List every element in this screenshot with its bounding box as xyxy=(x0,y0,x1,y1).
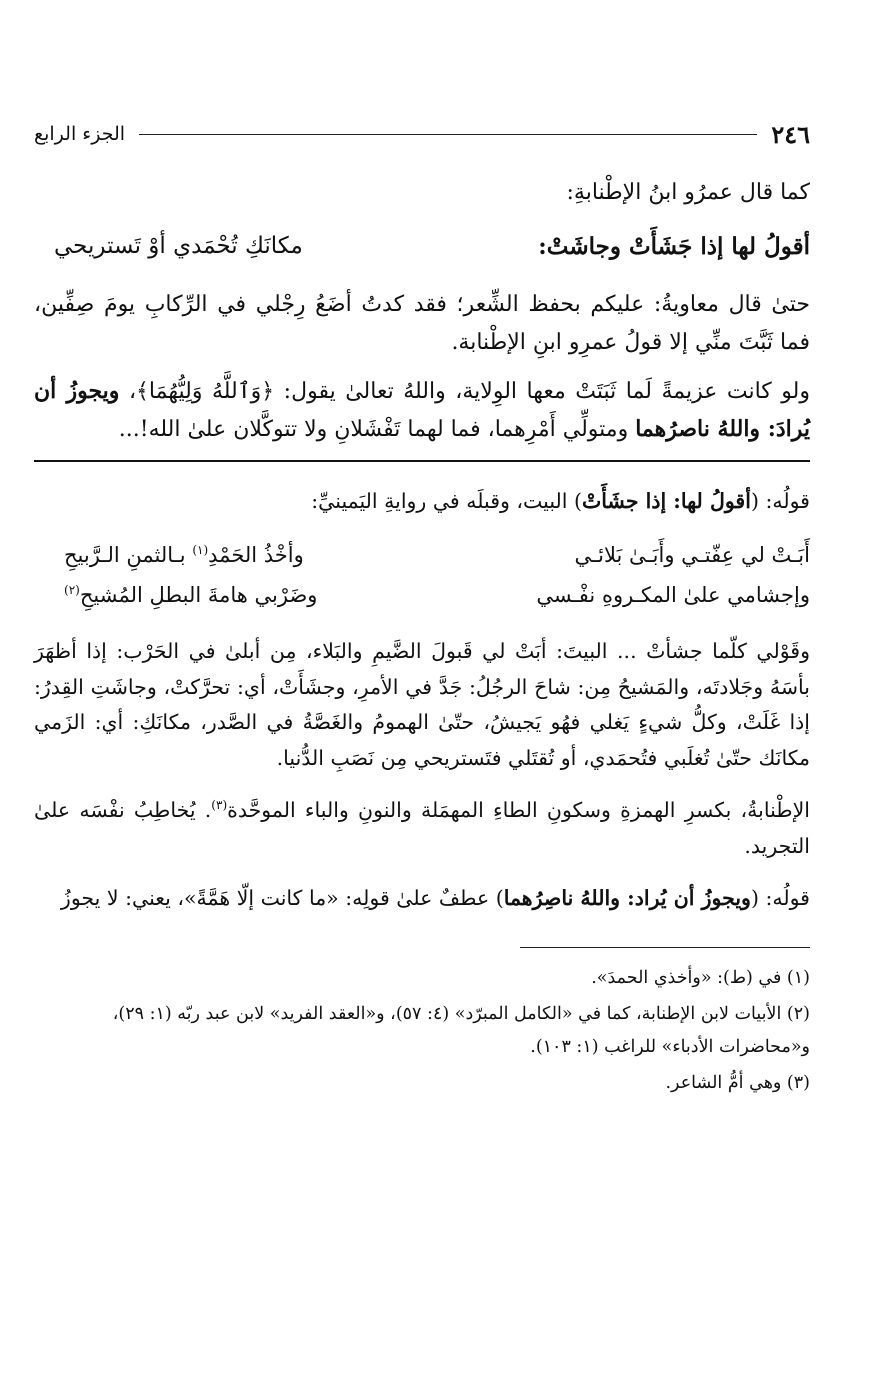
poem-line-2-right: وإجشامي علىٰ المكـروهِ نفْـسي xyxy=(536,582,810,607)
main-text xyxy=(34,174,810,448)
commentary-intro-b: ) البيت، وقبلَه في روايةِ اليَمينيِّ: xyxy=(311,489,582,514)
commentary-intro-bold: أقولُ لها: إذا جشَأَتْ xyxy=(582,489,751,514)
verse-first-hemistich: أقولُ لها إذا جَشَأَتْ وجاشَتْ: xyxy=(538,233,810,261)
poem-line-1-right: أَبَـتْ لي عِفّتـي وأَبَـىٰ بَلائـي xyxy=(574,542,810,567)
main-paragraph-2-part-c: ومتولِّي أَمْرِهما، فما لهما تَفْشَلانِ ولا تتوكَّلان علىٰ الله!... xyxy=(118,416,629,442)
footnote-marker: (١) xyxy=(192,542,209,557)
footnote-2: (٢) الأبيات لابن الإطنابة، كما في «الكامل المبرّد» (٤: ٥٧)، و«العقد الفريد» لابن عبد ربّه (١: ٢٩)، و«محاضرات الأدباء» للراغب (١: ١٠٣). xyxy=(112,1004,810,1057)
main-paragraph-2-part-a: ولو كانت عزيمةً لَما ثَبَتَتْ معها الوِلاية، واللهُ تعالىٰ يقول: ﴿وَٱللَّهُ وَلِيُّهُمَا﴾، xyxy=(128,379,810,405)
commentary-paragraph-3-a: قولُه: ( xyxy=(750,885,810,910)
page-header xyxy=(34,112,810,156)
main-paragraph-2-bold: ويجوزُ أن يُرادَ: واللهُ ناصرُهما xyxy=(34,378,810,442)
commentary-intro-a: قولُه: ( xyxy=(750,489,810,514)
commentary-paragraph-3 xyxy=(34,881,810,917)
footnote-marker: (٢) xyxy=(64,582,80,597)
footnote-1: (١) في (ط): «وأخذي الحمدَ». xyxy=(591,967,810,988)
poem-line-1-left xyxy=(64,536,304,576)
footnote-3: (٣) وهي أمُّ الشاعر. xyxy=(665,1072,810,1093)
part-title: الجزء الرابع xyxy=(34,123,126,145)
footnotes xyxy=(34,962,810,1100)
commentary-paragraph-3-b: ) عطفٌ علىٰ قولِه: «ما كانت إلّا هَمَّةً»، يعني: لا يجوزُ xyxy=(60,885,504,910)
commentary-paragraph-2-a: الإطْنابةُ، بكسرِ الهمزةِ وسكونِ الطاءِ المهمَلة والنونِ والباء الموحَّدة xyxy=(227,798,811,823)
footnote-marker: (٣) xyxy=(211,798,228,813)
poem-line-2-left-text: وضَرْبي هامةَ البطلِ المُشيحِ xyxy=(79,582,318,607)
page-number: ٢٤٦ xyxy=(771,119,810,149)
main-paragraph-1: حتىٰ قال معاويةُ: عليكم بحفظ الشِّعر؛ فقد كدتُ أضَعُ رِجْلي في الرِّكابِ يومَ صِفِّين، فما ثَبَّتَ منِّي إلا قولُ عمرِو ابنِ الإطْنابة. xyxy=(34,292,810,355)
main-intro: كما قال عمرُو ابنُ الإطْنابةِ: xyxy=(566,180,810,205)
header-rule xyxy=(139,134,757,135)
poem-line-1-left-text: وأخْذُ الحَمْدِ xyxy=(208,542,304,567)
book-page xyxy=(34,112,810,1292)
footnote-divider xyxy=(520,947,810,948)
commentary-paragraph-3-bold: ويجوزُ أن يُراد: واللهُ ناصِرُهما xyxy=(503,885,751,910)
poem-line xyxy=(34,536,810,576)
commentary-intro xyxy=(34,484,810,520)
main-verse xyxy=(34,227,810,266)
commentary-paragraph-2 xyxy=(34,793,810,865)
section-divider xyxy=(34,460,810,462)
verse-second-hemistich: مكانَكِ تُحْمَدي أوْ تَستريحي xyxy=(54,233,303,260)
main-paragraph-2 xyxy=(34,373,810,448)
poem-line-2-left xyxy=(64,576,317,616)
poem-line-1-left-tail: بـالثمنِ الـرَّبيحِ xyxy=(64,542,193,567)
poem-line xyxy=(34,576,810,616)
commentary-paragraph-1: وقَوْلي كلّما جشأتْ ... البيتَ: أبَتْ لي قَبولَ الضَّيمِ والبَلاء، مِن أبلىٰ في الحَرْب: إذا أظهَرَ بأسَهُ وجَلادتَه، والمَشيحُ مِن: شاحَ الرجُلُ: جَدَّ في الأمرِ، وجشَأَتْ، أي: تحرَّكتْ، وجاشَتِ القِدرُ: إذا غَلَتْ، وكلُّ شيءٍ يَغلي فهُو يَجيشُ، حتّىٰ الهمومُ والغَصَّةُ في الصَّدر، مكانَكِ: أي: الزَمي مكانَك حتّىٰ تُغلَبي فتُحمَدي، أو تُقتَلي فتَستريحي مِن نَصَبِ الدُّنيا. xyxy=(34,638,810,771)
commentary-paragraph-2-b: . يُخاطِبُ نفْسَه علىٰ التجريد. xyxy=(34,798,810,859)
commentary xyxy=(34,484,810,917)
commentary-poem xyxy=(34,536,810,616)
